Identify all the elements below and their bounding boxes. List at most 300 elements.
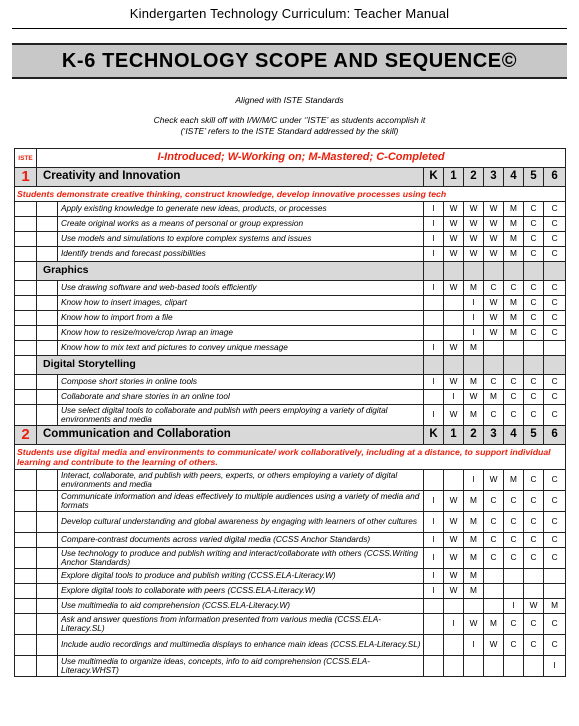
grade-value: C bbox=[524, 217, 544, 232]
skill-check-cell[interactable] bbox=[37, 311, 58, 326]
grade-value: M bbox=[464, 341, 484, 356]
iste-check-cell[interactable] bbox=[15, 548, 37, 569]
grade-cell bbox=[524, 356, 544, 375]
skill-check-cell[interactable] bbox=[37, 656, 58, 677]
grade-header: 4 bbox=[504, 426, 524, 445]
skill-check-cell[interactable] bbox=[37, 281, 58, 296]
grade-value: M bbox=[544, 599, 566, 614]
skill-text: Compose short stories in online tools bbox=[58, 375, 424, 390]
grade-value bbox=[484, 599, 504, 614]
grade-value: C bbox=[524, 614, 544, 635]
grade-header: 2 bbox=[464, 168, 484, 187]
legend: I-Introduced; W-Working on; M-Mastered; C-Completed bbox=[37, 149, 566, 168]
category-row bbox=[15, 168, 566, 187]
grade-value bbox=[504, 341, 524, 356]
grade-value: C bbox=[524, 311, 544, 326]
grade-value: C bbox=[524, 281, 544, 296]
skill-row bbox=[15, 599, 566, 614]
skill-row bbox=[15, 405, 566, 426]
grade-header: 4 bbox=[504, 168, 524, 187]
grade-value: C bbox=[524, 548, 544, 569]
grade-value: C bbox=[544, 375, 566, 390]
iste-check-cell[interactable] bbox=[15, 614, 37, 635]
grade-header: 2 bbox=[464, 426, 484, 445]
grade-value bbox=[424, 614, 444, 635]
skill-row bbox=[15, 326, 566, 341]
grade-value: W bbox=[444, 569, 464, 584]
iste-check-cell[interactable] bbox=[15, 390, 37, 405]
category-title: Communication and Collaboration bbox=[37, 426, 424, 445]
grade-value: C bbox=[544, 405, 566, 426]
category-number: 1 bbox=[15, 168, 37, 187]
grade-value: W bbox=[484, 326, 504, 341]
skill-row bbox=[15, 217, 566, 232]
skill-check-cell[interactable] bbox=[37, 512, 58, 533]
page-title: K-6 TECHNOLOGY SCOPE AND SEQUENCE© bbox=[12, 43, 567, 79]
grade-value: C bbox=[524, 390, 544, 405]
grade-value: C bbox=[484, 491, 504, 512]
grade-value: I bbox=[444, 390, 464, 405]
grade-value: M bbox=[464, 569, 484, 584]
skill-text: Develop cultural understanding and global awareness by engaging with learners of other cultures bbox=[58, 512, 424, 533]
grade-value: C bbox=[544, 491, 566, 512]
skill-text: Apply existing knowledge to generate new ideas, products, or processes bbox=[58, 202, 424, 217]
skill-row bbox=[15, 584, 566, 599]
skill-text: Explore digital tools to produce and publish writing (CCSS.ELA-Literacy.W) bbox=[58, 569, 424, 584]
grade-value bbox=[524, 584, 544, 599]
skill-row bbox=[15, 470, 566, 491]
iste-check-cell[interactable] bbox=[15, 341, 37, 356]
grade-value: C bbox=[484, 548, 504, 569]
skill-check-cell[interactable] bbox=[37, 217, 58, 232]
skill-row bbox=[15, 635, 566, 656]
intro-iste-note: (‘ISTE’ refers to the ISTE Standard addressed by the skill) bbox=[180, 126, 399, 136]
grade-value: C bbox=[544, 311, 566, 326]
legend-row bbox=[15, 149, 566, 168]
grade-value: I bbox=[464, 470, 484, 491]
iste-check-cell[interactable] bbox=[15, 247, 37, 262]
grade-value: C bbox=[544, 390, 566, 405]
grade-value: I bbox=[544, 656, 566, 677]
grade-value bbox=[484, 341, 504, 356]
skill-row bbox=[15, 281, 566, 296]
grade-value: W bbox=[444, 512, 464, 533]
grade-value: W bbox=[464, 390, 484, 405]
grade-value: I bbox=[424, 405, 444, 426]
skill-text: Know how to resize/move/crop /wrap an image bbox=[58, 326, 424, 341]
grade-cell bbox=[504, 262, 524, 281]
grade-value: I bbox=[464, 296, 484, 311]
grade-header: K bbox=[424, 426, 444, 445]
grade-value: I bbox=[424, 341, 444, 356]
grade-value: W bbox=[464, 614, 484, 635]
grade-value: C bbox=[544, 533, 566, 548]
skill-check-cell[interactable] bbox=[37, 375, 58, 390]
grade-value: C bbox=[544, 470, 566, 491]
grade-value: C bbox=[544, 281, 566, 296]
grade-value: W bbox=[444, 232, 464, 247]
skill-text: Create original works as a means of personal or group expression bbox=[58, 217, 424, 232]
iste-check-cell[interactable] bbox=[15, 512, 37, 533]
grade-value: I bbox=[424, 512, 444, 533]
skill-text: Interact, collaborate, and publish with peers, experts, or others employing a variety of digital environments and media bbox=[58, 470, 424, 491]
grade-header: 3 bbox=[484, 168, 504, 187]
grade-value: W bbox=[444, 375, 464, 390]
grade-value: W bbox=[484, 296, 504, 311]
grade-value: C bbox=[524, 232, 544, 247]
iste-check-cell[interactable] bbox=[15, 281, 37, 296]
grade-value: I bbox=[424, 232, 444, 247]
iste-check-cell[interactable] bbox=[15, 311, 37, 326]
grade-value: C bbox=[544, 296, 566, 311]
grade-cell bbox=[424, 356, 444, 375]
grade-value: W bbox=[484, 635, 504, 656]
subheading-row bbox=[15, 262, 566, 281]
grade-value: C bbox=[544, 512, 566, 533]
iste-header: ISTE bbox=[15, 149, 37, 168]
skill-check-cell[interactable] bbox=[37, 599, 58, 614]
skill-check-cell[interactable] bbox=[37, 326, 58, 341]
subheading: Digital Storytelling bbox=[37, 356, 424, 375]
grade-value: W bbox=[484, 470, 504, 491]
grade-value: C bbox=[544, 232, 566, 247]
grade-value: I bbox=[424, 281, 444, 296]
skill-text: Collaborate and share stories in an online tool bbox=[58, 390, 424, 405]
skill-check-cell[interactable] bbox=[37, 569, 58, 584]
grade-value: M bbox=[504, 296, 524, 311]
iste-check-cell[interactable] bbox=[15, 584, 37, 599]
iste-check-cell[interactable] bbox=[15, 656, 37, 677]
grade-value: I bbox=[424, 247, 444, 262]
grade-header: 1 bbox=[444, 168, 464, 187]
grade-value bbox=[484, 569, 504, 584]
grade-cell bbox=[464, 262, 484, 281]
grade-header: 6 bbox=[544, 168, 566, 187]
grade-value: I bbox=[444, 614, 464, 635]
intro-instructions: Check each skill off with I/W/M/C under ‘’ISTE’ as students accomplish it bbox=[153, 115, 426, 125]
iste-check-cell[interactable] bbox=[15, 202, 37, 217]
skill-text: Use select digital tools to collaborate and publish with peers employing a variety of digital environments and media bbox=[58, 405, 424, 426]
grade-cell bbox=[424, 262, 444, 281]
grade-value: W bbox=[464, 217, 484, 232]
grade-value: C bbox=[524, 470, 544, 491]
category-number: 2 bbox=[15, 426, 37, 445]
grade-value: C bbox=[524, 375, 544, 390]
skill-check-cell[interactable] bbox=[37, 614, 58, 635]
grade-value: C bbox=[504, 281, 524, 296]
grade-value: W bbox=[524, 599, 544, 614]
skill-text: Ask and answer questions from information presented from various media (CCSS.ELA-Literacy.SL) bbox=[58, 614, 424, 635]
grade-value bbox=[544, 569, 566, 584]
grade-cell bbox=[464, 356, 484, 375]
grade-value: M bbox=[464, 375, 484, 390]
skill-check-cell[interactable] bbox=[37, 491, 58, 512]
grade-value bbox=[444, 599, 464, 614]
category-statement-row bbox=[15, 445, 566, 470]
grade-value: C bbox=[504, 375, 524, 390]
iste-check-cell[interactable] bbox=[15, 326, 37, 341]
grade-value: M bbox=[504, 217, 524, 232]
grade-value: C bbox=[544, 202, 566, 217]
subheading-row bbox=[15, 356, 566, 375]
grade-value: M bbox=[464, 584, 484, 599]
grade-value: C bbox=[484, 405, 504, 426]
grade-value: C bbox=[504, 635, 524, 656]
skill-text: Use multimedia to organize ideas, concepts, info to aid comprehension (CCSS.ELA-Literacy.WHST) bbox=[58, 656, 424, 677]
grade-value bbox=[444, 326, 464, 341]
category-statement: Students demonstrate creative thinking, construct knowledge, develop innovative processes using tech bbox=[15, 187, 566, 202]
grade-value: W bbox=[444, 281, 464, 296]
grade-header: 5 bbox=[524, 426, 544, 445]
grade-value: C bbox=[504, 512, 524, 533]
grade-value: W bbox=[444, 491, 464, 512]
grade-value: I bbox=[464, 326, 484, 341]
skill-check-cell[interactable] bbox=[37, 247, 58, 262]
iste-check-cell[interactable] bbox=[15, 470, 37, 491]
skill-row bbox=[15, 491, 566, 512]
grade-value: M bbox=[464, 548, 484, 569]
grade-value: W bbox=[444, 405, 464, 426]
skill-row bbox=[15, 311, 566, 326]
skill-check-cell[interactable] bbox=[37, 405, 58, 426]
skill-row bbox=[15, 512, 566, 533]
grade-value: M bbox=[464, 533, 484, 548]
skill-check-cell[interactable] bbox=[37, 296, 58, 311]
grade-value bbox=[524, 341, 544, 356]
grade-value: I bbox=[424, 491, 444, 512]
grade-value: M bbox=[484, 390, 504, 405]
grade-value: I bbox=[504, 599, 524, 614]
grade-value: M bbox=[464, 512, 484, 533]
skill-row bbox=[15, 533, 566, 548]
grade-value bbox=[504, 569, 524, 584]
grade-value: I bbox=[424, 548, 444, 569]
skill-text: Use models and simulations to explore complex systems and issues bbox=[58, 232, 424, 247]
skill-check-cell[interactable] bbox=[37, 390, 58, 405]
grade-value bbox=[424, 635, 444, 656]
grade-header: 3 bbox=[484, 426, 504, 445]
grade-value: W bbox=[484, 202, 504, 217]
grade-cell bbox=[544, 356, 566, 375]
grade-value: C bbox=[504, 405, 524, 426]
grade-value: C bbox=[484, 512, 504, 533]
grade-value bbox=[444, 296, 464, 311]
grade-value bbox=[504, 584, 524, 599]
skill-row bbox=[15, 390, 566, 405]
grade-value: W bbox=[484, 247, 504, 262]
skill-check-cell[interactable] bbox=[37, 548, 58, 569]
grade-value: C bbox=[544, 635, 566, 656]
grade-value: C bbox=[524, 296, 544, 311]
grade-value: W bbox=[444, 247, 464, 262]
grade-value bbox=[444, 635, 464, 656]
iste-cell bbox=[15, 262, 37, 281]
grade-value: M bbox=[504, 247, 524, 262]
skill-row bbox=[15, 569, 566, 584]
grade-value: W bbox=[444, 533, 464, 548]
grade-value: W bbox=[484, 232, 504, 247]
grade-value: M bbox=[504, 326, 524, 341]
skill-row bbox=[15, 247, 566, 262]
grade-value: W bbox=[484, 311, 504, 326]
grade-value bbox=[544, 584, 566, 599]
skill-text: Use drawing software and web-based tools efficiently bbox=[58, 281, 424, 296]
grade-value: C bbox=[544, 217, 566, 232]
grade-value bbox=[544, 341, 566, 356]
grade-value: M bbox=[464, 281, 484, 296]
skill-check-cell[interactable] bbox=[37, 202, 58, 217]
grade-value: C bbox=[524, 326, 544, 341]
grade-value: I bbox=[424, 375, 444, 390]
grade-value: W bbox=[444, 341, 464, 356]
grade-value bbox=[524, 656, 544, 677]
grade-header: 1 bbox=[444, 426, 464, 445]
grade-value: W bbox=[444, 217, 464, 232]
grade-value: I bbox=[464, 635, 484, 656]
iste-cell bbox=[15, 356, 37, 375]
grade-value bbox=[504, 656, 524, 677]
grade-cell bbox=[504, 356, 524, 375]
grade-value: C bbox=[524, 533, 544, 548]
grade-value bbox=[424, 656, 444, 677]
intro-aligned: Aligned with ISTE Standards bbox=[235, 95, 344, 105]
skill-row bbox=[15, 656, 566, 677]
category-statement-row bbox=[15, 187, 566, 202]
grade-value: M bbox=[484, 614, 504, 635]
grade-value: C bbox=[504, 491, 524, 512]
grade-cell bbox=[444, 262, 464, 281]
grade-value: M bbox=[504, 470, 524, 491]
grade-cell bbox=[484, 356, 504, 375]
skill-text: Use technology to produce and publish writing and interact/collaborate with others (CCSS.Writing Anchor Standards) bbox=[58, 548, 424, 569]
grade-value: I bbox=[464, 311, 484, 326]
grade-value: W bbox=[464, 232, 484, 247]
skill-check-cell[interactable] bbox=[37, 470, 58, 491]
category-statement: Students use digital media and environments to communicate/ work collaboratively, including at a distance, to support individual learning and contribute to the learning of others. bbox=[15, 445, 566, 470]
grade-header: 6 bbox=[544, 426, 566, 445]
grade-header: 5 bbox=[524, 168, 544, 187]
skill-text: Compare-contrast documents across varied digital media (CCSS Anchor Standards) bbox=[58, 533, 424, 548]
iste-check-cell[interactable] bbox=[15, 569, 37, 584]
grade-value: I bbox=[424, 202, 444, 217]
grade-cell bbox=[444, 356, 464, 375]
grade-value: C bbox=[524, 491, 544, 512]
grade-value bbox=[424, 326, 444, 341]
grade-value: M bbox=[504, 311, 524, 326]
skill-row bbox=[15, 614, 566, 635]
grade-value bbox=[424, 599, 444, 614]
iste-check-cell[interactable] bbox=[15, 217, 37, 232]
grade-value: C bbox=[484, 533, 504, 548]
grade-value: C bbox=[504, 390, 524, 405]
skill-row bbox=[15, 232, 566, 247]
grade-value bbox=[464, 599, 484, 614]
skill-row bbox=[15, 548, 566, 569]
grade-value: C bbox=[524, 512, 544, 533]
grade-cell bbox=[524, 262, 544, 281]
iste-check-cell[interactable] bbox=[15, 635, 37, 656]
grade-value bbox=[424, 390, 444, 405]
grade-value: C bbox=[524, 405, 544, 426]
grade-value: C bbox=[504, 533, 524, 548]
table-body bbox=[15, 149, 566, 677]
skill-text: Include audio recordings and multimedia displays to enhance main ideas (CCSS.ELA-Literacy.SL) bbox=[58, 635, 424, 656]
grade-value: W bbox=[444, 584, 464, 599]
grade-value: C bbox=[504, 548, 524, 569]
grade-value: I bbox=[424, 569, 444, 584]
skill-check-cell[interactable] bbox=[37, 584, 58, 599]
grade-value bbox=[484, 584, 504, 599]
grade-value: M bbox=[504, 232, 524, 247]
grade-value: C bbox=[544, 548, 566, 569]
grade-value: M bbox=[504, 202, 524, 217]
skill-check-cell[interactable] bbox=[37, 533, 58, 548]
skill-check-cell[interactable] bbox=[37, 341, 58, 356]
skill-text: Know how to insert images, clipart bbox=[58, 296, 424, 311]
iste-check-cell[interactable] bbox=[15, 405, 37, 426]
skill-text: Communicate information and ideas effectively to multiple audiences using a variety of media and formats bbox=[58, 491, 424, 512]
skill-row bbox=[15, 202, 566, 217]
scope-sequence-table bbox=[14, 148, 566, 677]
grade-header: K bbox=[424, 168, 444, 187]
skill-text: Know how to mix text and pictures to convey unique message bbox=[58, 341, 424, 356]
iste-check-cell[interactable] bbox=[15, 599, 37, 614]
iste-check-cell[interactable] bbox=[15, 375, 37, 390]
grade-value: C bbox=[544, 247, 566, 262]
grade-value bbox=[444, 656, 464, 677]
grade-value: I bbox=[424, 584, 444, 599]
grade-value: I bbox=[424, 533, 444, 548]
grade-value bbox=[444, 470, 464, 491]
grade-value bbox=[424, 470, 444, 491]
grade-value bbox=[484, 656, 504, 677]
skill-check-cell[interactable] bbox=[37, 232, 58, 247]
grade-value bbox=[424, 296, 444, 311]
skill-row bbox=[15, 296, 566, 311]
grade-value: M bbox=[464, 491, 484, 512]
grade-value: I bbox=[424, 217, 444, 232]
grade-value: C bbox=[544, 614, 566, 635]
category-row bbox=[15, 426, 566, 445]
grade-value bbox=[464, 656, 484, 677]
grade-value: W bbox=[484, 217, 504, 232]
grade-value: C bbox=[524, 202, 544, 217]
grade-value: W bbox=[464, 202, 484, 217]
iste-check-cell[interactable] bbox=[15, 232, 37, 247]
subheading: Graphics bbox=[37, 262, 424, 281]
grade-value: C bbox=[484, 281, 504, 296]
header-rule bbox=[12, 28, 567, 29]
grade-value: C bbox=[544, 326, 566, 341]
grade-value bbox=[524, 569, 544, 584]
grade-value: W bbox=[444, 202, 464, 217]
grade-value: C bbox=[524, 635, 544, 656]
iste-check-cell[interactable] bbox=[15, 533, 37, 548]
grade-value: C bbox=[524, 247, 544, 262]
grade-value bbox=[444, 311, 464, 326]
skill-text: Use multimedia to aid comprehension (CCSS.ELA-Literacy.W) bbox=[58, 599, 424, 614]
iste-check-cell[interactable] bbox=[15, 296, 37, 311]
iste-check-cell[interactable] bbox=[15, 491, 37, 512]
skill-row bbox=[15, 375, 566, 390]
skill-check-cell[interactable] bbox=[37, 635, 58, 656]
category-title: Creativity and Innovation bbox=[37, 168, 424, 187]
grade-cell bbox=[484, 262, 504, 281]
grade-value: M bbox=[464, 405, 484, 426]
grade-value: C bbox=[484, 375, 504, 390]
skill-text: Know how to import from a file bbox=[58, 311, 424, 326]
grade-value: W bbox=[444, 548, 464, 569]
